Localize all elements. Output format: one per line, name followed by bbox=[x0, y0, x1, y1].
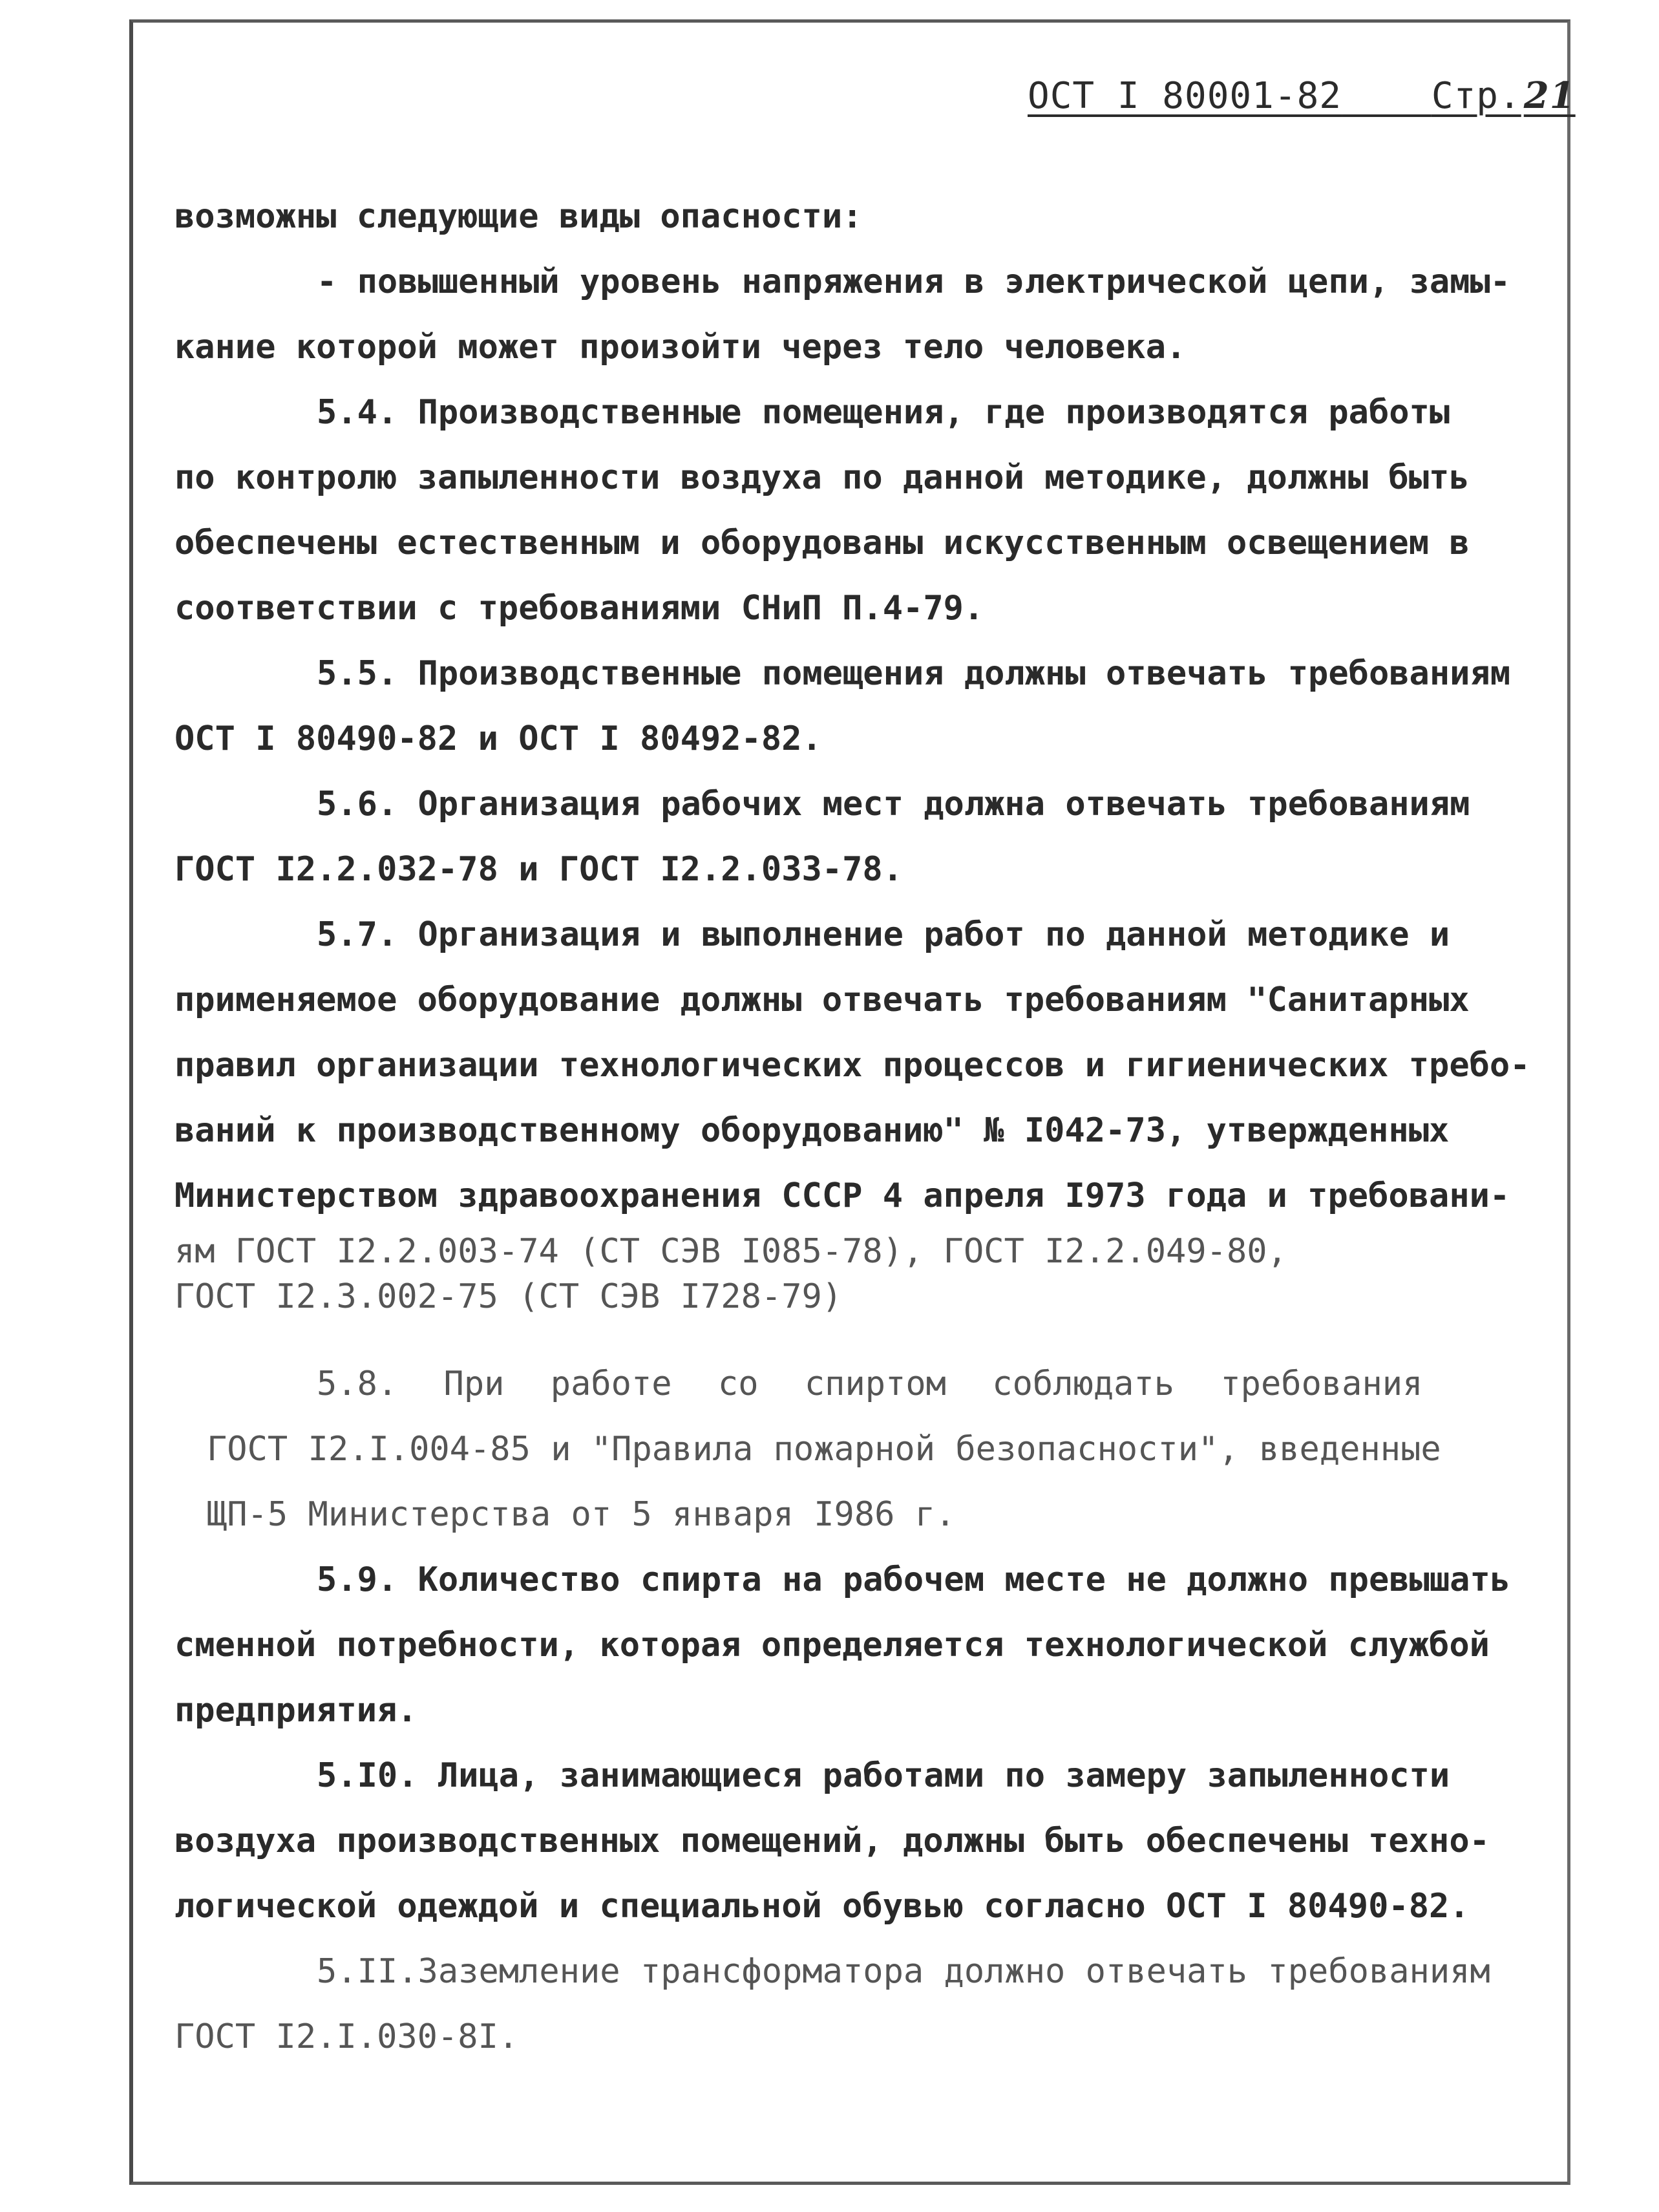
text-line: ГОСТ I2.2.032-78 и ГОСТ I2.2.033-78. bbox=[174, 850, 903, 889]
text-line: применяемое оборудование должны отвечать требованиям "Санитарных bbox=[174, 981, 1470, 1019]
text-line: предприятия. bbox=[174, 1691, 417, 1730]
text-line: соответствии с требованиями СНиП П.4-79. bbox=[174, 589, 984, 628]
text-line: - повышенный уровень напряжения в электрической цепи, замы- bbox=[317, 262, 1511, 301]
paragraph-5-6: 5.6. Организация рабочих мест должна отвечать требованиям bbox=[317, 785, 1470, 824]
paragraph-5-5: 5.5. Производственные помещения должны отвечать требованиям bbox=[317, 654, 1511, 693]
text-line: ГОСТ I2.3.002-75 (СТ СЭВ I728-79) bbox=[174, 1277, 843, 1316]
text-line: обеспечены естественным и оборудованы искусственным освещением в bbox=[174, 524, 1470, 562]
text-line: кание которой может произойти через тело человека. bbox=[174, 328, 1187, 367]
paragraph-5-10: 5.I0. Лица, занимающиеся работами по замеру запыленности bbox=[317, 1756, 1450, 1795]
text-line: сменной потребности, которая определяется технологической службой bbox=[174, 1626, 1490, 1664]
text-line: ГОСТ I2.I.030-8I. bbox=[174, 2017, 519, 2056]
text-line: ЩП-5 Министерства от 5 января I986 г. bbox=[207, 1495, 956, 1534]
paragraph-5-7: 5.7. Организация и выполнение работ по данной методике и bbox=[317, 915, 1450, 954]
paragraph-5-8: 5.8. При работе со спиртом соблюдать требования bbox=[317, 1365, 1423, 1403]
text-line: логической одеждой и специальной обувью согласно ОСТ I 80490-82. bbox=[174, 1887, 1470, 1926]
paragraph-5-4: 5.4. Производственные помещения, где производятся работы bbox=[317, 393, 1450, 432]
page-number: 21 bbox=[1523, 74, 1576, 117]
page-header bbox=[1028, 74, 1576, 117]
text-line: ваний к производственному оборудованию" № I042-73, утвержденных bbox=[174, 1111, 1450, 1150]
text-line: правил организации технологических процессов и гигиенических требо- bbox=[174, 1046, 1530, 1085]
spacer bbox=[174, 1319, 1525, 1352]
text-line: воздуха производственных помещений, должны быть обеспечены техно- bbox=[174, 1822, 1490, 1860]
text-line: Министерством здравоохранения СССР 4 апреля I973 года и требовани- bbox=[174, 1176, 1510, 1215]
text-line: ОСТ I 80490-82 и ОСТ I 80492-82. bbox=[174, 719, 822, 758]
document-body bbox=[174, 184, 1530, 2070]
paragraph-5-9: 5.9. Количество спирта на рабочем месте не должно превышать bbox=[317, 1560, 1511, 1599]
page-label: Стр. bbox=[1431, 75, 1521, 117]
document-code: ОСТ I 80001-82 bbox=[1028, 75, 1342, 117]
text-line: по контролю запыленности воздуха по данной методике, должны быть bbox=[174, 458, 1470, 497]
paragraph-5-11: 5.II.Заземление трансформатора должно отвечать требованиям bbox=[317, 1952, 1490, 1991]
text-line: ям ГОСТ I2.2.003-74 (СТ СЭВ I085-78), ГОСТ I2.2.049-80, bbox=[174, 1232, 1287, 1271]
text-line: ГОСТ I2.I.004-85 и "Правила пожарной безопасности", введенные bbox=[207, 1430, 1441, 1469]
text-line: возможны следующие виды опасности: bbox=[174, 197, 863, 236]
